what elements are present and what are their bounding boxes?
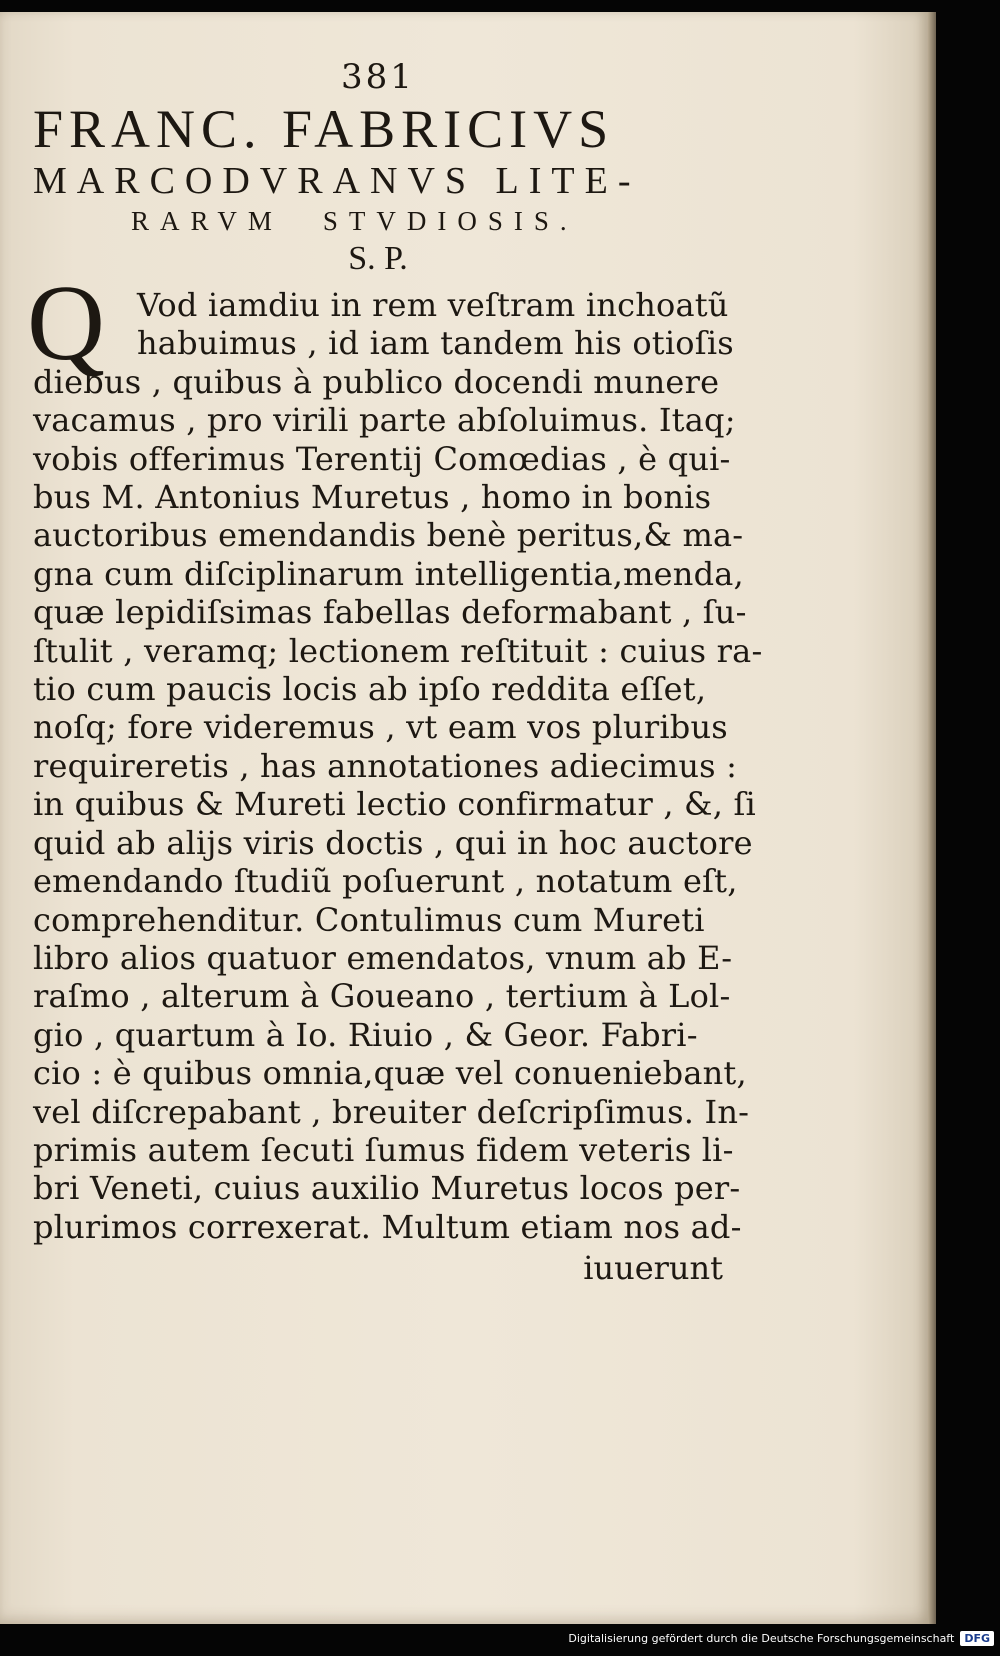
body-text [27,264,763,1288]
text-line: in quibus & Mureti lectio confirmatur , &, ſi [33,785,756,824]
page-text [27,57,763,1288]
salutation: S. P. [348,240,408,277]
title-line-1: FRANC. FABRICIVS [33,99,615,159]
dfg-credit [568,1628,994,1648]
text-line: bus M. Antonius Muretus , homo in bonis [33,478,712,517]
dfg-logo: DFG [960,1631,994,1646]
text-line: libro alios quatuor emendatos, vnum ab E- [33,938,733,977]
page-edge [928,12,936,1624]
title-line-2: MARCODVRANVS LITE- [33,160,641,202]
text-line: vacamus , pro virili parte abſoluimus. Itaq; [33,401,736,440]
text-line: comprehenditur. Contulimus cum Mureti [33,900,705,939]
text-line: quæ lepidiſsimas fabellas deformabant , ſu- [33,593,747,632]
text-line: auctoribus emendandis benè peritus,& ma- [33,516,744,555]
text-line: vobis offerimus Terentij Comœdias , è qui- [33,439,731,478]
text-line: quid ab alijs viris doctis , qui in hoc auctore [33,823,753,862]
text-line: primis autem ſecuti ſumus fidem veteris li- [33,1130,734,1169]
text-line: gna cum diſciplinarum intelligentia,menda, [33,554,744,593]
title-line-3-part-2: STVDIOSIS. [322,206,578,236]
text-line: vel diſcrepabant , breuiter deſcripſimus. In- [33,1092,750,1131]
text-line: raſmo , alterum à Goueano , tertium à Lol- [33,977,731,1016]
text-line: emendando ſtudiũ poſuerunt , notatum eſt, [33,862,738,901]
text-line: diebus , quibus à publico docendi munere [33,362,720,401]
page-number: 381 [341,57,415,97]
title-line-3 [33,204,723,238]
text-line: tio cum paucis locis ab ipſo reddita eſſet, [33,670,707,709]
text-line: bri Veneti, cuius auxilio Muretus locos per- [33,1169,741,1208]
dfg-credit-text: Digitalisierung gefördert durch die Deutsche Forschungsgemeinschaft [568,1631,955,1645]
text-line: noſq; fore videremus , vt eam vos pluribus [33,708,728,747]
text-line: ſtulit , veramq; lectionem reſtituit : cuius ra- [33,631,763,670]
text-line: gio , quartum à Io. Riuio , & Geor. Fabri- [33,1015,698,1054]
catchword: iuuerunt [583,1249,723,1288]
drop-cap: Q [27,264,105,383]
title-line-3-part-1: RARVM [131,206,283,236]
text-line: plurimos correxerat. Multum etiam nos ad- [33,1207,742,1246]
text-line: cio : è quibus omnia,quæ vel conueniebant, [33,1054,747,1093]
text-line: requireretis , has annotationes adiecimus : [33,746,738,785]
text-line: habuimus , id iam tandem his otioſis [137,324,734,363]
text-line: Vod iamdiu in rem veſtram inchoatũ [137,286,729,324]
